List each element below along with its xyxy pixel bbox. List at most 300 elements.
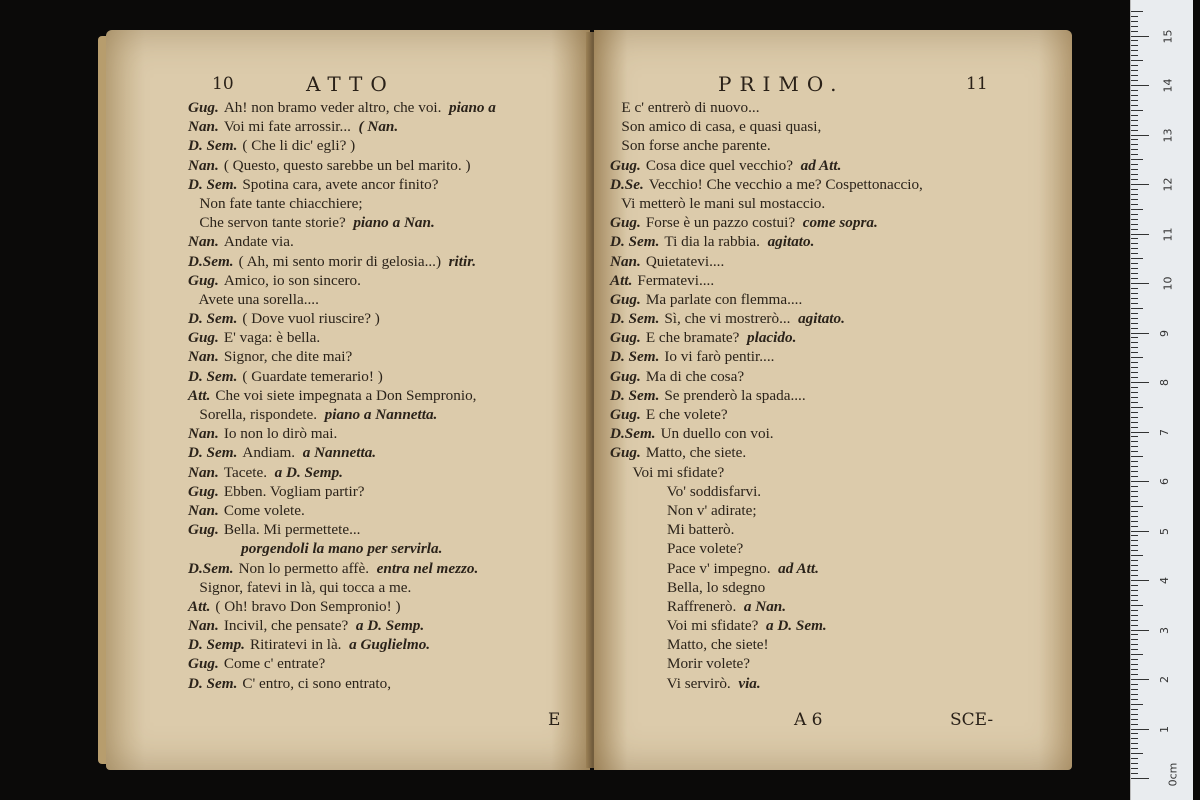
right-page <box>594 30 1072 770</box>
speaker-label: Att. <box>188 386 211 404</box>
ruler-tick <box>1131 486 1138 487</box>
text-line <box>610 367 923 386</box>
text-line <box>610 328 923 347</box>
ruler-tick <box>1131 634 1138 635</box>
line-text: Signor, che dite mai? <box>223 348 353 366</box>
speaker-label: Nan. <box>188 425 219 443</box>
ruler-tick <box>1131 709 1138 710</box>
ruler-tick <box>1131 45 1138 46</box>
text-line <box>610 520 923 539</box>
ruler-tick <box>1131 115 1138 116</box>
line-text: Che servon tante storie? <box>188 214 346 232</box>
line-text: Vo' soddisfarvi. <box>610 482 762 500</box>
line-text: Spotina cara, avete ancor finito? <box>242 175 439 193</box>
ruler-tick <box>1131 16 1138 17</box>
speaker-label: Nan. <box>188 348 219 366</box>
ruler-tick <box>1131 550 1138 551</box>
ruler-tick <box>1131 184 1149 185</box>
ruler-tick <box>1131 135 1149 136</box>
ruler-tick <box>1131 733 1138 734</box>
line-text: Ma di che cosa? <box>645 367 745 385</box>
ruler-tick <box>1131 337 1138 338</box>
text-line <box>610 136 923 155</box>
ruler-tick <box>1131 649 1138 650</box>
ruler-tick <box>1131 476 1138 477</box>
line-text: Pace v' impegno. <box>610 559 771 577</box>
speaker-label: D. Semp. <box>188 636 245 654</box>
line-text: Son amico di casa, e quasi quasi, <box>610 118 822 136</box>
text-line <box>610 309 923 328</box>
text-line <box>610 290 923 309</box>
stage-direction: entra nel mezzo. <box>369 559 479 577</box>
line-text: Signor, fatevi in là, qui tocca a me. <box>188 578 412 596</box>
line-text: Come c' entrate? <box>223 655 326 673</box>
line-text: Ebben. Vogliam partir? <box>223 482 365 500</box>
ruler-tick <box>1131 595 1138 596</box>
ruler-tick <box>1131 75 1138 76</box>
line-text: ( Oh! bravo Don Sempronio! ) <box>215 597 401 615</box>
ruler-tick <box>1131 194 1138 195</box>
ruler-tick <box>1131 526 1138 527</box>
right-page-number: 11 <box>966 74 988 94</box>
text-line <box>610 424 923 443</box>
text-line <box>188 309 496 328</box>
speaker-label: Gug. <box>610 367 641 385</box>
text-line <box>188 597 496 616</box>
ruler-tick <box>1131 234 1149 235</box>
ruler-tick <box>1131 204 1138 205</box>
ruler-tick <box>1131 253 1138 254</box>
left-catchword: E <box>548 710 561 730</box>
ruler-tick <box>1131 441 1138 442</box>
ruler-label: 1 <box>1158 725 1171 733</box>
ruler-tick <box>1131 105 1138 106</box>
stage-direction: come sopra. <box>795 214 878 232</box>
ruler-tick <box>1131 392 1138 393</box>
text-line <box>610 117 923 136</box>
ruler-tick <box>1131 714 1138 715</box>
right-catchword: SCE- <box>950 710 994 730</box>
speaker-label: D.Sem. <box>610 425 656 443</box>
line-text: Matto, che siete! <box>610 636 769 654</box>
ruler-tick <box>1131 545 1138 546</box>
line-text: Forse è un pazzo costui? <box>645 214 796 232</box>
ruler-tick <box>1131 427 1138 428</box>
ruler-label: 13 <box>1161 128 1175 142</box>
ruler-tick <box>1131 778 1149 779</box>
text-line <box>610 213 923 232</box>
ruler-tick <box>1131 422 1138 423</box>
ruler-tick <box>1131 95 1138 96</box>
line-text: ( Ah, mi sento morir di gelosia...) <box>238 252 442 270</box>
ruler-tick <box>1131 397 1138 398</box>
text-line <box>188 482 496 501</box>
text-line <box>188 559 496 578</box>
ruler-tick <box>1131 377 1138 378</box>
speaker-label: Nan. <box>188 463 219 481</box>
text-line <box>188 501 496 520</box>
ruler-tick <box>1131 224 1138 225</box>
ruler-tick <box>1131 481 1149 482</box>
speaker-label: Gug. <box>188 329 219 347</box>
text-line <box>188 386 496 405</box>
ruler-label: 9 <box>1158 329 1171 337</box>
line-text: Morir volete? <box>610 655 751 673</box>
left-page-text <box>188 98 496 693</box>
ruler-label: 15 <box>1161 29 1175 43</box>
ruler-tick <box>1131 407 1143 408</box>
line-text: C' entro, ci sono entrato, <box>242 674 392 692</box>
line-text: E' vaga: è bella. <box>223 329 321 347</box>
line-text: Fermatevi.... <box>637 271 715 289</box>
line-text: Non fate tante chiacchiere; <box>188 194 363 212</box>
ruler-tick <box>1131 555 1143 556</box>
ruler-tick <box>1131 278 1138 279</box>
speaker-label: Gug. <box>610 214 641 232</box>
line-text: Voi mi sfidate? <box>610 617 759 635</box>
ruler-tick <box>1131 535 1138 536</box>
text-line <box>188 328 496 347</box>
text-line <box>610 252 923 271</box>
text-line <box>188 98 496 117</box>
ruler-tick <box>1131 644 1138 645</box>
ruler-tick <box>1131 110 1143 111</box>
text-line <box>188 271 496 290</box>
ruler-tick <box>1131 288 1138 289</box>
ruler-tick <box>1131 243 1138 244</box>
ruler-tick <box>1131 85 1149 86</box>
line-text: Che voi siete impegnata a Don Sempronio, <box>215 386 477 404</box>
ruler-tick <box>1131 179 1138 180</box>
ruler-tick <box>1131 456 1143 457</box>
ruler-tick <box>1131 347 1138 348</box>
ruler-tick <box>1131 575 1138 576</box>
ruler-label: 11 <box>1161 227 1175 241</box>
text-line <box>610 559 923 578</box>
speaker-label: D. Sem. <box>610 386 660 404</box>
ruler-tick <box>1131 298 1138 299</box>
line-text: E c' entrerò di nuovo... <box>610 99 760 116</box>
ruler-tick <box>1131 164 1138 165</box>
stage-direction: agitato. <box>759 233 815 251</box>
text-line <box>188 347 496 366</box>
ruler-tick <box>1131 669 1138 670</box>
line-text: Incivil, che pensate? <box>223 617 349 635</box>
ruler-tick <box>1131 382 1149 383</box>
speaker-label: Gug. <box>188 271 219 289</box>
line-text: Non lo permetto affè. <box>238 559 370 577</box>
ruler-tick <box>1131 639 1138 640</box>
ruler-tick <box>1131 620 1138 621</box>
left-page <box>106 30 590 770</box>
ruler-tick <box>1131 293 1138 294</box>
stage-direction: porgendoli la mano per servirla. <box>233 540 443 558</box>
ruler-tick <box>1131 719 1138 720</box>
text-line <box>610 386 923 405</box>
speaker-label: D.Sem. <box>188 559 234 577</box>
ruler-tick <box>1131 615 1138 616</box>
stage-direction: a Guglielmo. <box>341 636 431 654</box>
speaker-label: Gug. <box>610 156 641 174</box>
ruler-tick <box>1131 214 1138 215</box>
text-line <box>188 367 496 386</box>
ruler-tick <box>1131 729 1149 730</box>
ruler-tick <box>1131 189 1138 190</box>
speaker-label: D. Sem. <box>188 175 238 193</box>
ruler-tick <box>1131 130 1138 131</box>
speaker-label: Nan. <box>188 233 219 251</box>
speaker-label: D. Sem. <box>188 137 238 155</box>
ruler-tick <box>1131 357 1143 358</box>
ruler-label: 4 <box>1158 577 1171 584</box>
ruler-tick <box>1131 313 1138 314</box>
ruler-tick <box>1131 50 1138 51</box>
ruler-tick <box>1131 436 1138 437</box>
speaker-label: Gug. <box>610 444 641 462</box>
line-text: Bella, lo sdegno <box>610 578 766 596</box>
ruler-tick <box>1131 694 1138 695</box>
line-text: Vecchio! Che vecchio a me? Cospettonaccio, <box>648 175 923 193</box>
stage-direction: a D. Semp. <box>348 617 425 635</box>
ruler-tick <box>1131 768 1138 769</box>
ruler-tick <box>1131 372 1138 373</box>
ruler-tick <box>1131 600 1138 601</box>
ruler-tick <box>1131 674 1138 675</box>
ruler-tick <box>1131 511 1138 512</box>
line-text: Vi metterò le mani sul mostaccio. <box>610 194 826 212</box>
signature-mark: A 6 <box>794 710 823 730</box>
ruler-tick <box>1131 258 1143 259</box>
line-text: Come volete. <box>223 501 305 519</box>
ruler-tick <box>1131 362 1138 363</box>
ruler-tick <box>1131 11 1143 12</box>
speaker-label: D. Sem. <box>188 674 238 692</box>
ruler-tick <box>1131 283 1149 284</box>
line-text: Ma parlate con flemma.... <box>645 290 803 308</box>
speaker-label: Gug. <box>188 99 219 116</box>
ruler-tick <box>1131 174 1138 175</box>
ruler-tick <box>1131 238 1138 239</box>
ruler-tick <box>1131 758 1138 759</box>
speaker-label: Att. <box>188 597 211 615</box>
text-line <box>610 635 923 654</box>
stage-direction: a D. Semp. <box>267 463 343 481</box>
line-text: Andiam. <box>242 444 296 462</box>
line-text: Sorella, rispondete. <box>188 406 318 423</box>
line-text: Cosa dice quel vecchio? <box>645 156 793 174</box>
ruler-tick <box>1131 506 1143 507</box>
speaker-label: Nan. <box>188 156 219 174</box>
ruler-tick <box>1131 352 1138 353</box>
ruler-tick <box>1131 367 1138 368</box>
ruler-label: 2 <box>1158 676 1171 683</box>
right-page-header: PRIMO. <box>718 72 845 96</box>
speaker-label: D. Sem. <box>188 367 238 385</box>
ruler-tick <box>1131 466 1138 467</box>
line-text: Non v' adirate; <box>610 501 757 519</box>
ruler-tick <box>1131 209 1143 210</box>
stage-direction: placido. <box>739 329 797 347</box>
line-text: ( Guardate temerario! ) <box>242 367 383 385</box>
line-text: Matto, che siete. <box>645 444 747 462</box>
ruler-label: 5 <box>1158 527 1171 535</box>
text-line <box>610 597 923 616</box>
right-page-text <box>610 98 923 693</box>
ruler-label: 14 <box>1161 78 1175 93</box>
ruler-tick <box>1131 491 1138 492</box>
left-page-header: ATTO <box>306 72 395 96</box>
line-text: Andate via. <box>223 233 294 251</box>
speaker-label: Gug. <box>188 482 219 500</box>
ruler-tick <box>1131 263 1138 264</box>
ruler-tick <box>1131 748 1138 749</box>
stage-direction: a D. Sem. <box>758 617 827 635</box>
ruler-tick <box>1131 417 1138 418</box>
stage-direction: a Nannetta. <box>295 444 377 462</box>
text-line <box>610 271 923 290</box>
ruler-tick <box>1131 704 1143 705</box>
line-text: Pace volete? <box>610 540 744 558</box>
ruler-tick <box>1131 432 1149 433</box>
text-line <box>610 654 923 673</box>
line-text: Sì, che vi mostrerò... <box>664 310 791 328</box>
ruler-tick <box>1131 303 1138 304</box>
ruler-label: 12 <box>1161 177 1175 192</box>
line-text: Tacete. <box>223 463 268 481</box>
text-line <box>188 635 496 654</box>
stage-direction: piano a Nan. <box>345 214 435 232</box>
text-line <box>188 290 496 309</box>
speaker-label: Nan. <box>610 252 641 270</box>
line-text: E che bramate? <box>645 329 740 347</box>
ruler-tick <box>1131 516 1138 517</box>
line-text: ( Che li dic' egli? ) <box>242 137 356 155</box>
line-text: Raffrenerò. <box>610 597 737 615</box>
ruler-tick <box>1131 318 1138 319</box>
text-line <box>610 578 923 597</box>
line-text: Se prenderò la spada.... <box>664 386 806 404</box>
text-line <box>188 463 496 482</box>
ruler-tick <box>1131 342 1138 343</box>
ruler-tick <box>1131 763 1138 764</box>
ruler-tick <box>1131 724 1138 725</box>
line-text: Quietatevi.... <box>645 252 725 270</box>
ruler-label: 10 <box>1161 276 1175 291</box>
ruler-tick <box>1131 580 1149 581</box>
ruler-tick <box>1131 446 1138 447</box>
stage-direction: ( Nan. <box>350 118 399 136</box>
ruler-tick <box>1131 689 1138 690</box>
ruler-tick <box>1131 630 1149 631</box>
ruler-tick <box>1131 773 1138 774</box>
speaker-label: Nan. <box>188 501 219 519</box>
ruler-tick <box>1131 323 1138 324</box>
ruler-tick <box>1131 26 1138 27</box>
speaker-label: D. Sem. <box>610 233 660 251</box>
ruler-tick <box>1131 90 1138 91</box>
text-line <box>610 347 923 366</box>
ruler-tick <box>1131 144 1138 145</box>
ruler-tick <box>1131 654 1143 655</box>
line-text: Voi mi sfidate? <box>610 463 725 481</box>
stage-direction: via. <box>730 674 761 692</box>
ruler-tick <box>1131 273 1138 274</box>
line-text: ( Questo, questo sarebbe un bel marito. ) <box>223 156 471 174</box>
ruler-tick <box>1131 560 1138 561</box>
ruler-tick <box>1131 199 1138 200</box>
ruler-tick <box>1131 471 1138 472</box>
speaker-label: D. Sem. <box>188 444 238 462</box>
ruler-tick <box>1131 679 1149 680</box>
line-text: Amico, io son sincero. <box>223 271 361 289</box>
speaker-label: D. Sem. <box>188 310 238 328</box>
ruler-label: 3 <box>1158 626 1171 634</box>
text-line <box>188 232 496 251</box>
speaker-label: Gug. <box>610 406 641 423</box>
text-line <box>188 213 496 232</box>
ruler-tick <box>1131 248 1138 249</box>
text-line <box>188 616 496 635</box>
ruler-tick <box>1131 699 1138 700</box>
line-text: Bella. Mi permettete... <box>223 521 361 539</box>
speaker-label: Att. <box>610 271 633 289</box>
line-text: Son forse anche parente. <box>610 137 771 155</box>
ruler-tick <box>1131 31 1138 32</box>
speaker-label: D. Sem. <box>610 348 660 366</box>
text-line <box>610 175 923 194</box>
ruler-tick <box>1131 461 1138 462</box>
ruler-tick <box>1131 496 1138 497</box>
ruler-tick <box>1131 451 1138 452</box>
ruler-tick <box>1131 55 1138 56</box>
ruler-tick <box>1131 308 1143 309</box>
stage-direction: ad Att. <box>770 559 819 577</box>
ruler-tick <box>1131 149 1138 150</box>
ruler-tick <box>1131 70 1138 71</box>
line-text <box>188 540 234 557</box>
stage-direction: piano a <box>441 99 496 116</box>
ruler-tick <box>1131 219 1138 220</box>
ruler-tick <box>1131 565 1138 566</box>
ruler-tick <box>1131 570 1138 571</box>
ruler-tick <box>1131 753 1143 754</box>
speaker-label: Gug. <box>610 329 641 347</box>
ruler-label: 7 <box>1158 428 1171 436</box>
ruler-tick <box>1131 21 1138 22</box>
ruler-tick <box>1131 590 1138 591</box>
line-text: ( Dove vuol riuscire? ) <box>242 310 380 328</box>
ruler-unit-label: 0cm <box>1166 762 1180 787</box>
speaker-label: D.Sem. <box>188 252 234 270</box>
ruler-label: 6 <box>1158 478 1171 485</box>
text-line <box>188 539 496 558</box>
line-text: Vi servirò. <box>610 674 731 692</box>
text-line <box>188 117 496 136</box>
ruler-tick <box>1131 610 1138 611</box>
line-text: Avete una sorella.... <box>188 290 319 308</box>
text-line <box>188 578 496 597</box>
text-line <box>188 424 496 443</box>
text-line <box>188 252 496 271</box>
ruler-tick <box>1131 531 1149 532</box>
ruler-tick <box>1131 540 1138 541</box>
ruler-tick <box>1131 169 1138 170</box>
ruler-label: 8 <box>1158 379 1171 386</box>
line-text: Un duello con voi. <box>660 425 774 443</box>
ruler-tick <box>1131 521 1138 522</box>
ruler-tick <box>1131 684 1138 685</box>
text-line <box>610 156 923 175</box>
